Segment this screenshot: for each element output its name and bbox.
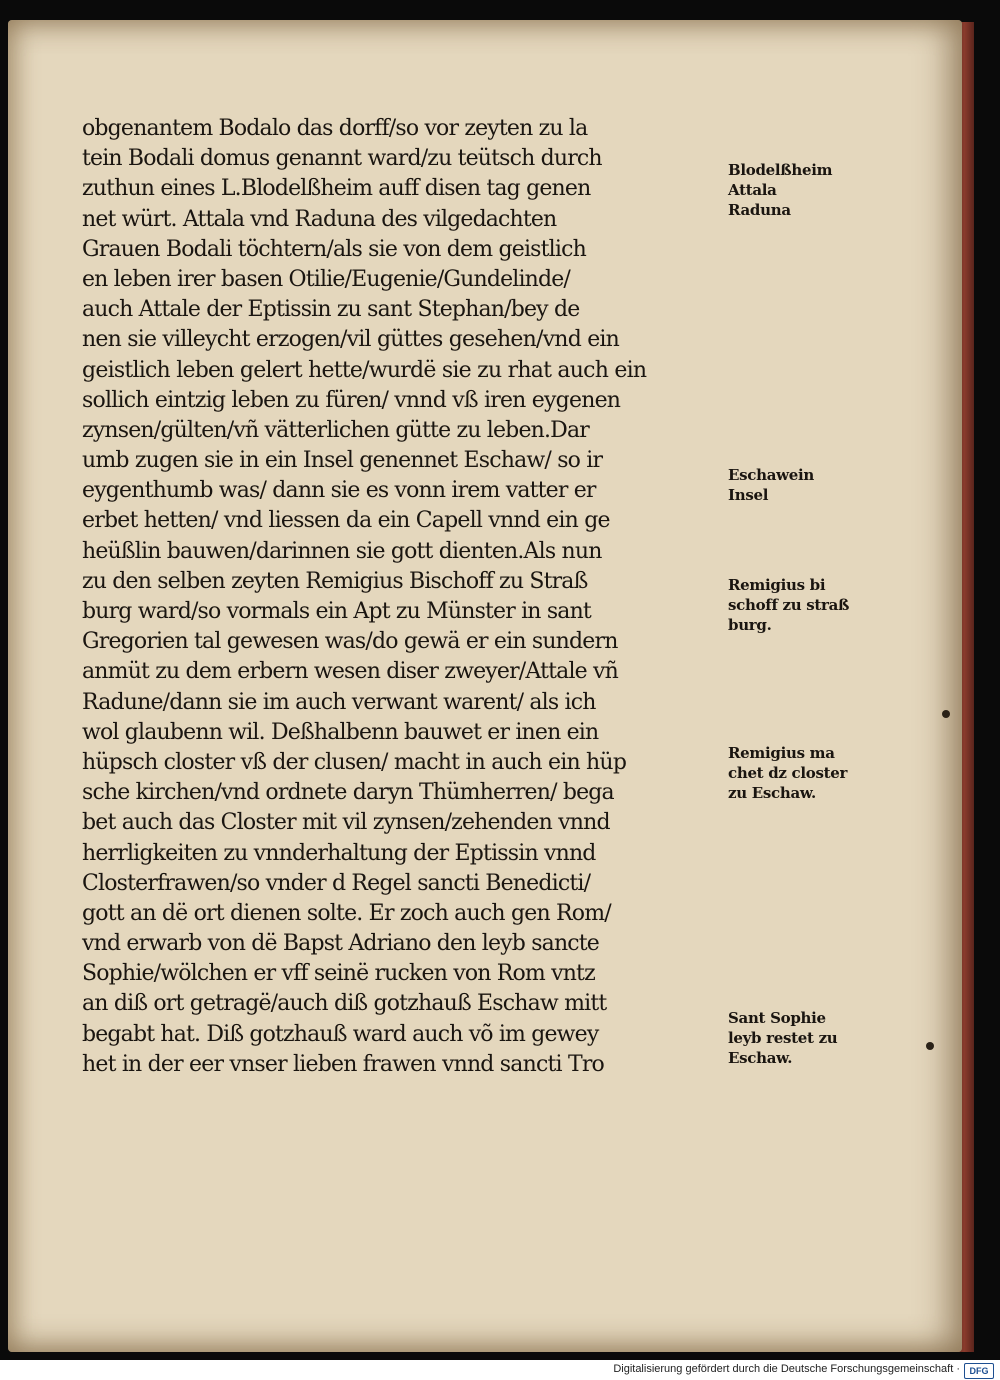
text-line: zu den selben zeyten Remigius Bischoff zu Straß: [82, 568, 588, 594]
text-line: hüpsch closter vß der clusen/ macht in auch ein hüp: [82, 749, 627, 775]
text-line: vnd erwarb von dë Bapst Adriano den leyb sancte: [82, 931, 600, 957]
text-line: Gregorien tal gewesen was/do gewä er ein sundern: [82, 629, 618, 655]
text-line: begabt hat. Diß gotzhauß ward auch võ im gewey: [82, 1021, 599, 1047]
marginal-note-line: zu Eschaw.: [728, 784, 816, 802]
text-line: Grauen Bodali töchtern/als sie von dem geistlich: [82, 236, 586, 262]
marginal-note-line: Eschawein: [728, 466, 814, 484]
text-line: sollich eintzig leben zu füren/ vnnd vß iren eygenen: [82, 387, 621, 413]
text-line: auch Attale der Eptissin zu sant Stephan/bey de: [82, 297, 580, 323]
marginal-note-line: Sant Sophie: [728, 1009, 826, 1027]
text-line: umb zugen sie in ein Insel genennet Eschaw/ so ir: [82, 448, 603, 474]
marginal-note-line: Remigius bi: [728, 576, 826, 594]
marginal-note-line: Insel: [728, 486, 769, 504]
marginal-note-line: leyb restet zu: [728, 1029, 838, 1047]
dfg-logo: DFG: [964, 1363, 994, 1379]
marginal-note-line: schoff zu straß: [728, 596, 850, 614]
text-line: an diß ort getragë/auch diß gotzhauß Eschaw mitt: [82, 991, 607, 1017]
text-line: gott an dë ort dienen solte. Er zoch auch gen Rom/: [82, 900, 611, 926]
text-line: anmüt zu dem erbern wesen diser zweyer/Attale vñ: [82, 659, 619, 685]
text-line: erbet hetten/ vnd liessen da ein Capell vnnd ein ge: [82, 508, 610, 534]
text-line: obgenantem Bodalo das dorff/so vor zeyten zu la: [82, 116, 588, 141]
text-line: nen sie villeycht erzogen/vil güttes gesehen/vnd ein: [82, 327, 620, 353]
text-line: sche kirchen/vnd ordnete daryn Thümherren/ bega: [82, 780, 614, 806]
text-line: heüßlin bauwen/darinnen sie gott dienten.Als nun: [82, 538, 602, 564]
text-line: geistlich leben gelert hette/wurdë sie zu rhat auch ein: [82, 357, 647, 383]
marginal-note-line: Raduna: [728, 201, 791, 219]
marginal-note-line: Blodelßheim: [728, 161, 833, 179]
text-line: Radune/dann sie im auch verwant warent/ als ich: [82, 689, 596, 715]
text-line: Closterfrawen/so vnder d Regel sancti Benedicti/: [82, 870, 591, 896]
marginal-note-blodelsheim: [728, 160, 832, 220]
marginal-note-line: Eschaw.: [728, 1049, 793, 1067]
marginal-note-line: Attala: [728, 181, 777, 199]
text-line: zuthun eines L.Blodelßheim auff disen tag genen: [82, 176, 591, 202]
funding-notice: Digitalisierung gefördert durch die Deutsche Forschungsgemeinschaft ·: [613, 1363, 960, 1375]
text-line: net würt. Attala vnd Raduna des vilgedachten: [82, 206, 557, 232]
text-line: en leben irer basen Otilie/Eugenie/Gundelinde/: [82, 266, 571, 292]
text-line: herrligkeiten zu vnnderhaltung der Eptissin vnnd: [82, 840, 596, 866]
text-line: het in der eer vnser lieben frawen vnnd sancti Tro: [82, 1051, 604, 1077]
text-line: bet auch das Closter mit vil zynsen/zehenden vnnd: [82, 810, 610, 836]
text-line: wol glaubenn wil. Deßhalbenn bauwet er inen ein: [82, 719, 599, 745]
marginal-note-line: burg.: [728, 616, 772, 634]
marginal-note-remigius-closter: [728, 743, 847, 803]
marginal-note-line: Remigius ma: [728, 744, 835, 762]
text-line: zynsen/gülten/vñ vätterlichen gütte zu leben.Dar: [82, 417, 589, 443]
text-line: burg ward/so vormals ein Apt zu Münster in sant: [82, 599, 591, 624]
text-line: eygenthumb was/ dann sie es vonn irem vatter er: [82, 478, 596, 504]
marginal-note-remigius-bischoff: [728, 575, 849, 635]
text-line: tein Bodali domus genannt ward/zu teütsch durch: [82, 146, 602, 172]
main-text-block: [82, 114, 742, 1080]
marginal-note-eschaw: [728, 465, 814, 505]
text-line: Sophie/wölchen er vff seinë rucken von Rom vntz: [82, 961, 595, 987]
footer-bar: [0, 1360, 1000, 1380]
ink-spot: [926, 1042, 934, 1050]
marginal-note-line: chet dz closter: [728, 764, 848, 782]
marginal-note-sant-sophie: [728, 1008, 837, 1068]
ink-spot: [942, 710, 950, 718]
book-page: [8, 20, 962, 1352]
